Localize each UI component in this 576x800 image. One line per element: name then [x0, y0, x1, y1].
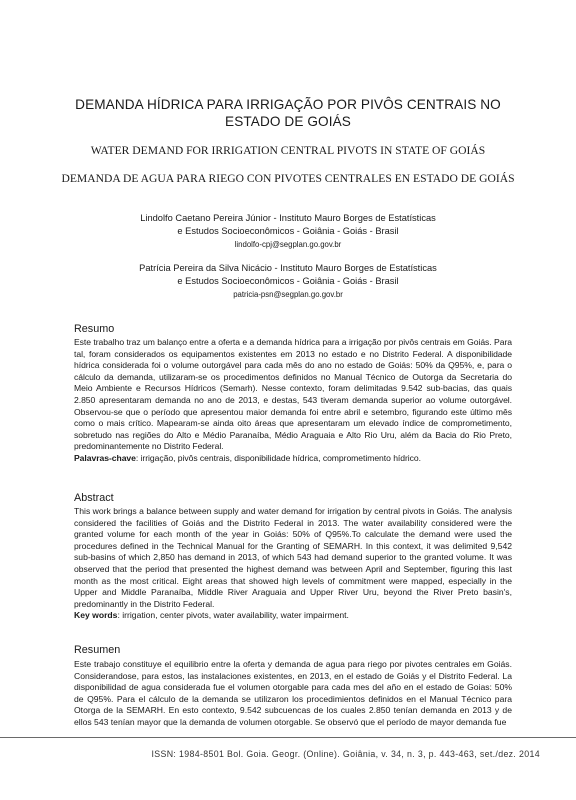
journal-citation-footer: ISSN: 1984-8501 Bol. Goia. Geogr. (Online). Goiânia, v. 34, n. 3, p. 443-463, set./dez. 2014 — [151, 749, 540, 759]
resumo-keywords-label: Palavras-chave — [74, 452, 136, 463]
abstract-keywords-text: : irrigation, center pivots, water availability, water impairment. — [117, 610, 349, 621]
resumo-text: Este trabalho traz um balanço entre a oferta e a demanda hídrica para a irrigação por pivôs centrais em Goiás. Para tal, foram considerados os equipamentos existentes em 2013 no estado e no Distrito Federal. A disponibilidade hídrica considerada foi o volume outorgável para cada mês do ano no estado de Goiás: 50% da Q95%, e, para o cálculo da demanda, utilizaram-se os procedimentos definidos no Manual Técnico de Outorga da Secretaria do Meio Ambiente e Recursos Hídricos (Semarh). Nesse contexto, foram delimitadas 9.542 sub-bacias, das quais 2.850 apresentaram demanda no ano de 2013, e destas, 543 tiveram demanda superior ao volume outorgável. Observou-se que o período que apresentou maior demanda foi entre abril e setembro, figurando este último mês como o mais crítico. Mapearam-se ainda oito áreas que apresentaram um elevado índice de comprometimento, sobretudo nas regiões do Alto e Médio Paranaíba, Médio Araguaia e Alto Rio Uru, além da Bacia do Rio Preto, predominantemente no Distrito Federal. — [74, 337, 512, 452]
abstract-keywords-label: Key words — [74, 610, 118, 621]
author-1-affiliation-line2: e Estudos Socioeconômicos - Goiânia - Goiás - Brasil — [177, 226, 399, 236]
resumen-text: Este trabajo constituye el equilibrio entre la oferta y demanda de agua para riego por pivotes centrales em Goiás. Considerandose, para estos, las instalaciones existentes, en 2013, en el estado de Goiás y el Distrito Federal. La disponibilidad de agua considerada fue el volumen otorgable para cada mes del año en el estado de Goias: 50% de Q95%. Para el cálculo de la demanda se utilizaron los procedimientos definidos en el Manual Técnico para Otorga de la SEMARH. En esto contexto, 9.542 subcuencas de los cuales 2.850 tenían demanda en 2013 y de ellos 543 tenían mayor que la demanda de volumen otorgable. Se observó que el período de mayor demanda fue — [74, 659, 512, 727]
abstract-text: This work brings a balance between supply and water demand for irrigation by central pivots in Goiás. The analysis considered the facilities of Goiás and the Distrito Federal in 2013. The water availability considered were the granted volume for each month of the year in Goiás: 50% of Q95%.To calculate the demand were used the procedures defined in the Technical Manual for the Granting of SEMARH. In this context, it was delimited 9,542 sub-basins of which 2,850 has demand in 2013, of which 543 had demand superior to the granted volume. It was observed that the period that presented the highest demand was between April and September, figuring this last month as the most critical. Eight areas that showed high levels of commitment were mapped, especially in the Upper and Middle Paranaíba, Middle River Araguaia and Upper River Uru, beyond the River Preto basin's, predominantly in the Distrito Federal. — [74, 506, 512, 609]
resumo-section — [74, 337, 512, 465]
abstract-section — [74, 506, 512, 622]
resumo-keywords-text: : irrigação, pivôs centrais, disponibilidade hídrica, comprometimento hídrico. — [135, 452, 421, 463]
abstract-heading: Abstract — [74, 492, 114, 504]
author-2-affiliation-line1: Patrícia Pereira da Silva Nicácio - Instituto Mauro Borges de Estatísticas — [139, 263, 437, 273]
author-block-1 — [60, 212, 516, 251]
title-spanish: DEMANDA DE AGUA PARA RIEGO CON PIVOTES CENTRALES EN ESTADO DE GOIÁS — [61, 172, 515, 185]
author-2-affiliation-line2: e Estudos Socioeconômicos - Goiânia - Goiás - Brasil — [177, 276, 399, 286]
title-english: WATER DEMAND FOR IRRIGATION CENTRAL PIVOTS IN STATE OF GOIÁS — [90, 144, 486, 157]
resumo-keywords — [74, 453, 512, 465]
author-block-2 — [60, 262, 516, 301]
author-2-email[interactable]: patricia-psn@segplan.go.gov.br — [233, 290, 343, 299]
title-portuguese: DEMANDA HÍDRICA PARA IRRIGAÇÃO POR PIVÔS CENTRAIS NO ESTADO DE GOIÁS — [75, 97, 501, 129]
resumen-heading: Resumen — [74, 644, 121, 656]
footer-divider — [0, 737, 576, 738]
resumen-section — [74, 659, 512, 729]
author-1-affiliation-line1: Lindolfo Caetano Pereira Júnior - Instituto Mauro Borges de Estatísticas — [140, 213, 436, 223]
abstract-keywords — [74, 610, 512, 622]
author-1-email[interactable]: lindolfo-cpj@segplan.go.gov.br — [234, 240, 342, 249]
resumo-heading: Resumo — [74, 323, 115, 335]
